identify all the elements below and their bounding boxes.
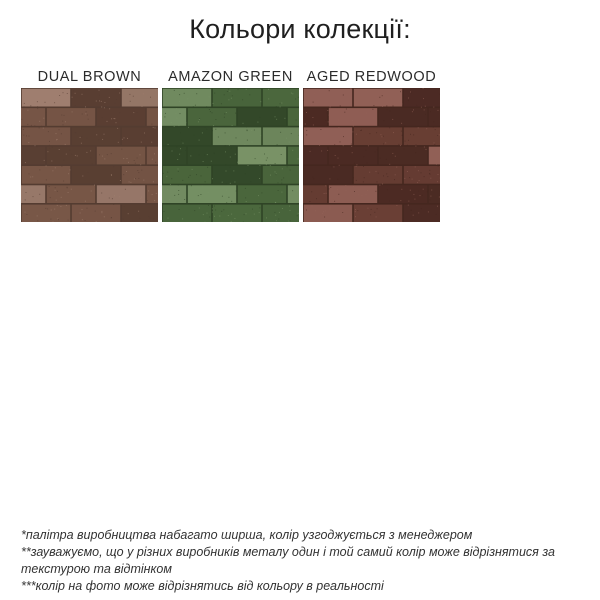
swatch-aged-redwood — [303, 67, 440, 222]
footnote-1: *палітра виробництва набагато ширша, колір узгоджується з менеджером — [21, 528, 473, 542]
shingle-texture-dual-brown — [21, 88, 158, 222]
footnote-3: ***колір на фото може відрізнятись від кольору в реальності — [21, 579, 384, 593]
swatch-label: DUAL BROWN — [37, 69, 142, 85]
swatch-dual-brown — [21, 67, 158, 222]
swatch-label: AGED REDWOOD — [306, 69, 437, 85]
shingle-texture-amazon-green — [162, 88, 299, 222]
footnotes — [21, 527, 600, 595]
page-title: Кольори колекції: — [189, 14, 411, 44]
footnote-2: **зауважуємо, що у різних виробників металу один і той самий колір може відрізнятися за текстурою та відтінком — [21, 545, 555, 576]
shingle-texture-aged-redwood — [303, 88, 440, 222]
swatch-label: AMAZON GREEN — [168, 69, 293, 85]
color-swatches — [21, 67, 440, 222]
swatch-amazon-green — [162, 67, 299, 222]
